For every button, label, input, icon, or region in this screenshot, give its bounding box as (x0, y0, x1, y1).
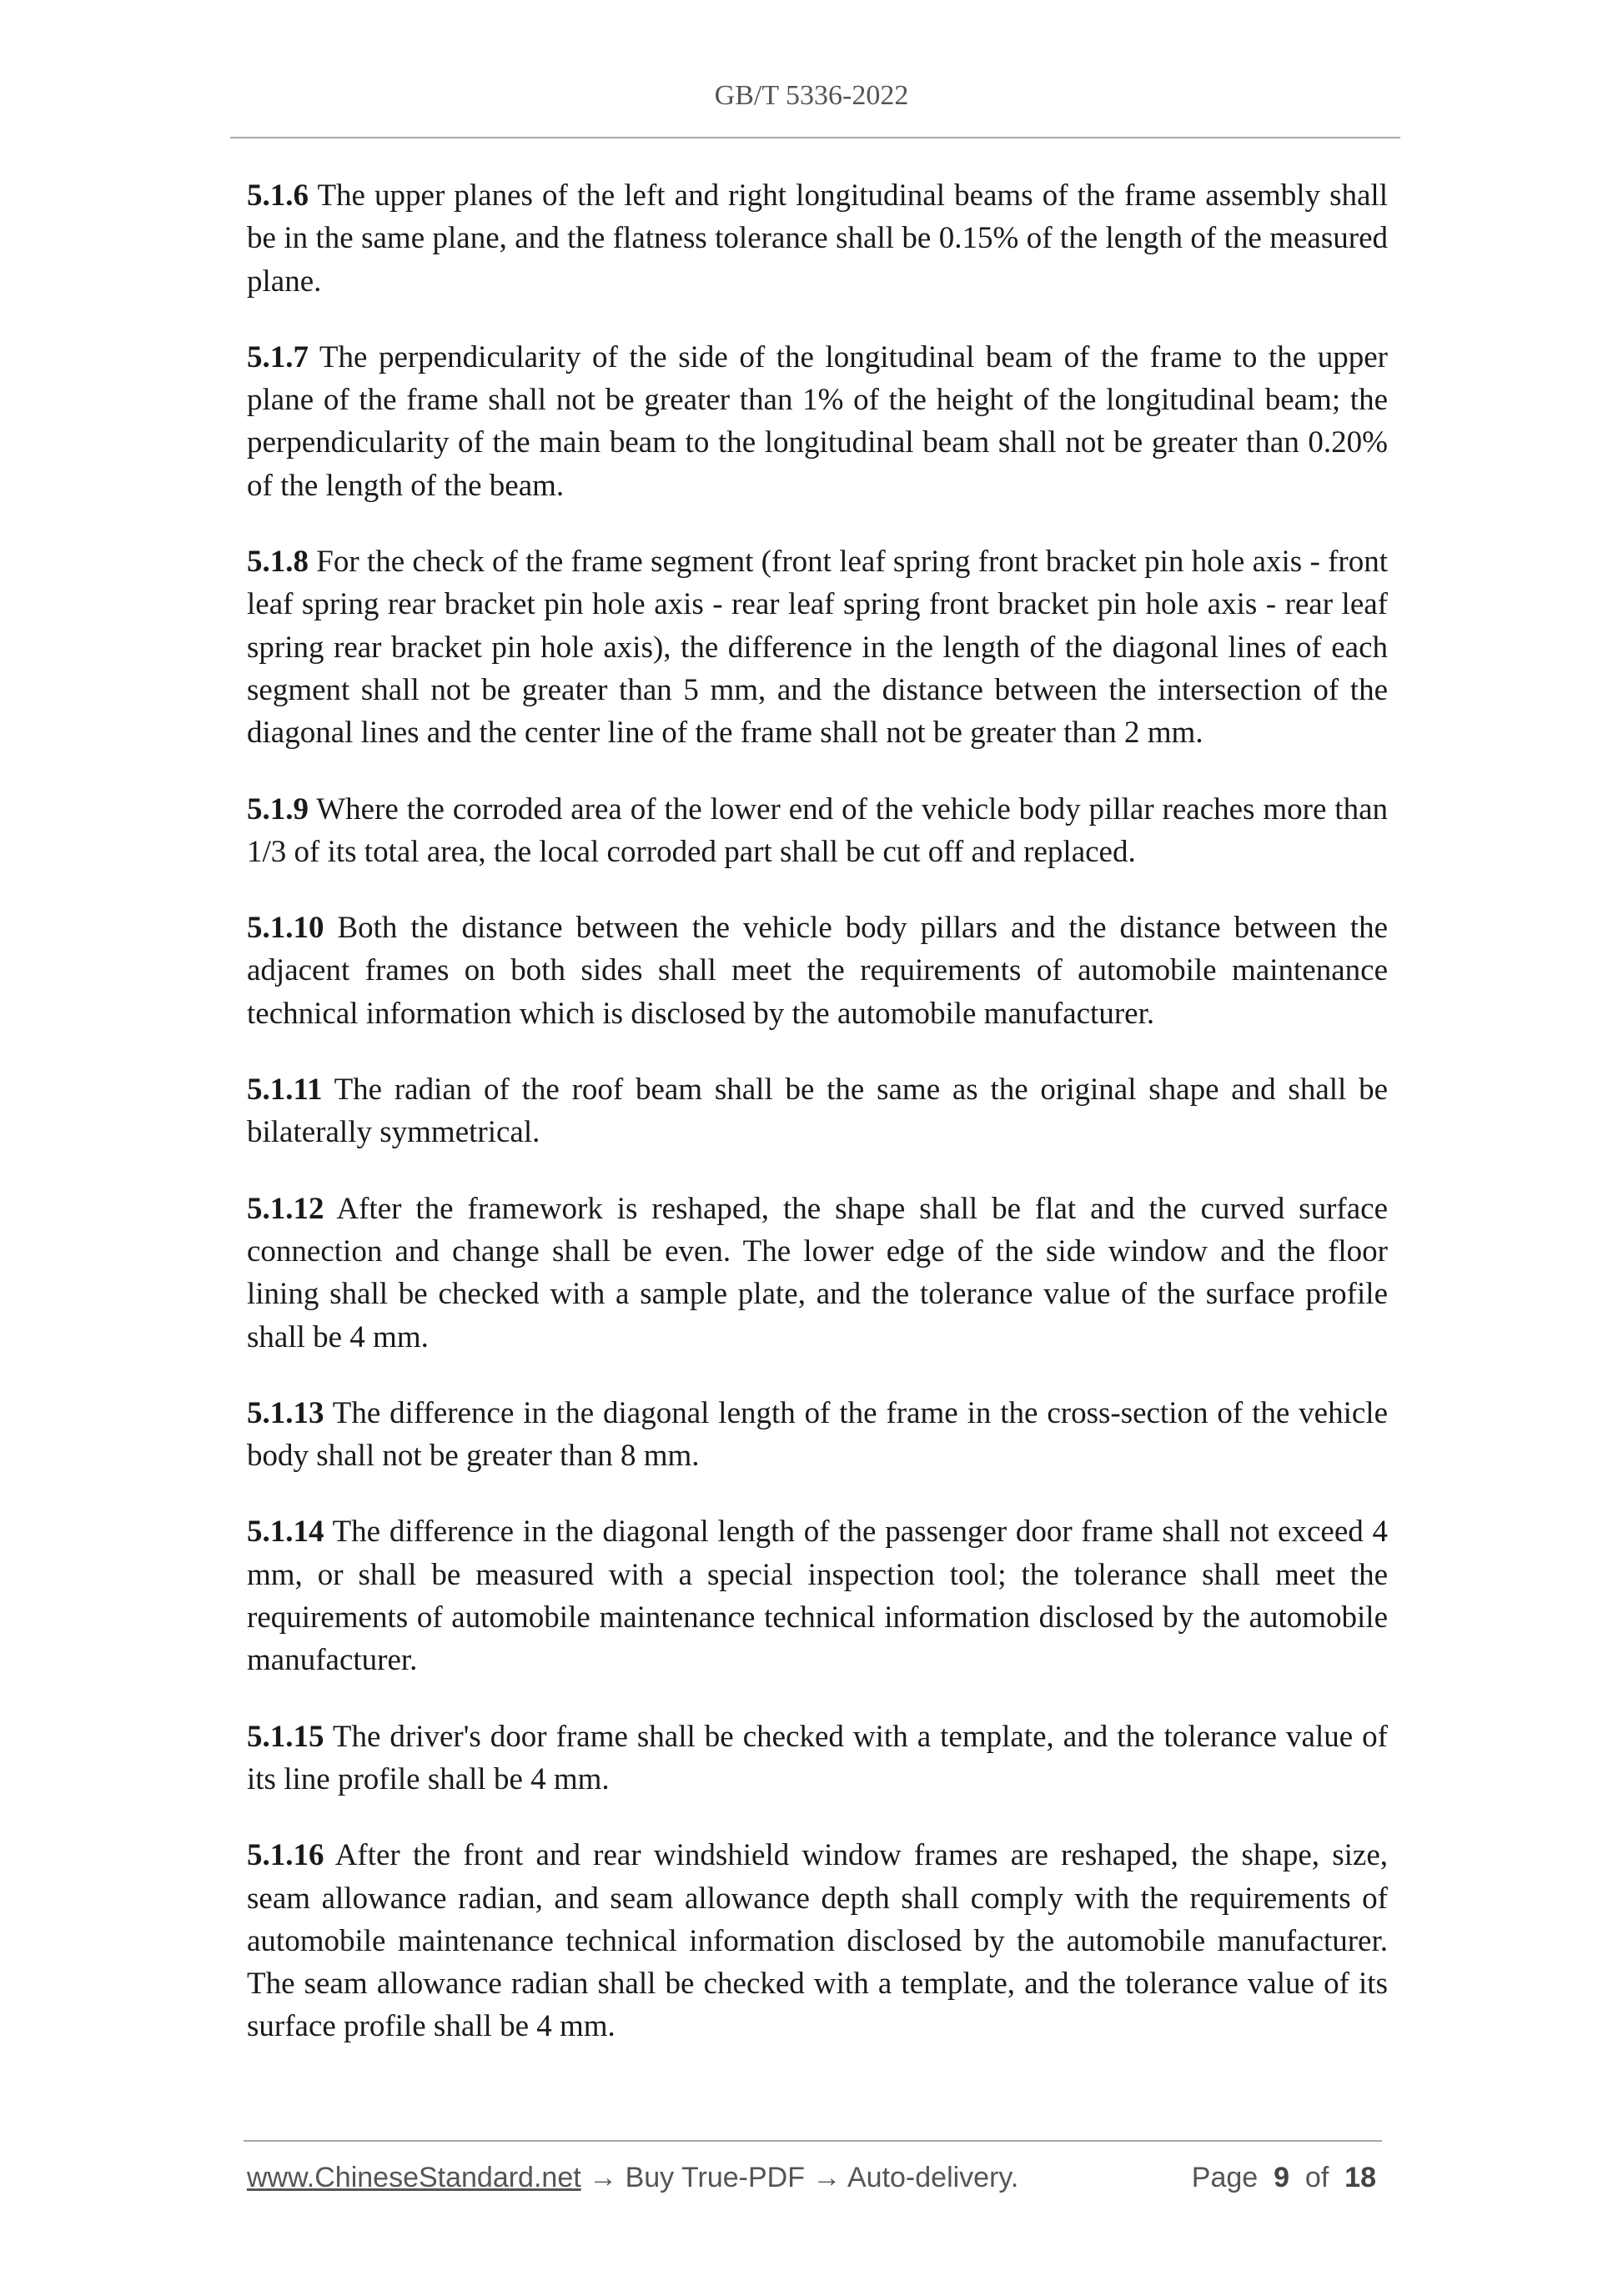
footer-promo (247, 2162, 1018, 2194)
clause-number: 5.1.14 (247, 1515, 324, 1550)
page-indicator (1192, 2162, 1376, 2194)
clause-text: The driver's door frame shall be checked with a template, and the tolerance value of its line profile shall be 4 mm. (247, 1719, 1388, 1796)
clause-5-1-10 (247, 907, 1388, 1035)
footer-divider (244, 2140, 1382, 2142)
clause-5-1-9 (247, 788, 1388, 874)
clause-text: Where the corroded area of the lower end of the vehicle body pillar reaches more than 1/3 of its total area, the local corroded part shall be cut off and replaced. (247, 791, 1388, 869)
website-link[interactable]: www.ChineseStandard.net (247, 2162, 581, 2193)
clause-text: The difference in the diagonal length of the frame in the cross-section of the vehicle body shall not be greater than 8 mm. (247, 1395, 1388, 1474)
clause-5-1-8 (247, 540, 1388, 754)
clause-number: 5.1.8 (247, 545, 309, 580)
document-header-title: GB/T 5336-2022 (714, 80, 909, 111)
clause-text: After the front and rear windshield window frames are reshaped, the shape, size, seam allowance radian, and seam allowance depth shall comply with the requirements of automobile maintenance technical information disclosed by the automobile manufacturer. The seam allowance radian shall be checked with a template, and the tolerance value of its surface profile shall be 4 mm. (247, 1838, 1388, 2044)
page-label: Page (1191, 2162, 1259, 2193)
clause-number: 5.1.10 (247, 911, 324, 946)
clause-5-1-6 (247, 174, 1388, 303)
clause-5-1-11 (247, 1068, 1388, 1154)
clause-5-1-16 (247, 1834, 1388, 2047)
clause-number: 5.1.16 (247, 1838, 324, 1873)
clause-number: 5.1.12 (247, 1191, 324, 1226)
clause-text: The difference in the diagonal length of the passenger door frame shall not exceed 4 mm, or shall be measured with a special inspection tool; the tolerance shall meet the requirements of automobile maintenance technical information disclosed by the automobile manufacturer. (247, 1515, 1388, 1678)
page-footer (247, 2162, 1376, 2194)
clause-5-1-7 (247, 336, 1388, 507)
clause-number: 5.1.11 (247, 1073, 323, 1108)
clause-text: For the check of the frame segment (front leaf spring front bracket pin hole axis - front leaf spring rear bracket pin hole axis - rear leaf spring front bracket pin hole axis - rear leaf spring rear bracket pin hole axis), the difference in the length of the diagonal lines of each segment shall not be greater than 5 mm, and the distance between the intersection of the diagonal lines and the center line of the frame shall not be greater than 2 mm. (247, 545, 1388, 751)
clause-text: Both the distance between the vehicle body pillars and the distance between the adjacent frames on both sides shall meet the requirements of automobile maintenance technical information which is disclosed by the automobile manufacturer. (247, 911, 1389, 1031)
clause-text: The upper planes of the left and right longitudinal beams of the frame assembly shall be in the same plane, and the flatness tolerance shall be 0.15% of the length of the measured plane. (247, 178, 1388, 299)
clause-number: 5.1.9 (247, 791, 309, 826)
clause-number: 5.1.13 (247, 1395, 324, 1430)
current-page: 9 (1274, 2162, 1289, 2193)
clause-number: 5.1.15 (247, 1719, 324, 1754)
clause-5-1-14 (247, 1510, 1388, 1681)
clause-5-1-13 (247, 1392, 1388, 1478)
clause-text: The radian of the roof beam shall be the same as the original shape and shall be bilaterally symmetrical. (247, 1073, 1388, 1150)
clause-text: After the framework is reshaped, the shape shall be flat and the curved surface connection and change shall be even. The lower edge of the side window and the floor lining shall be checked with a sample plate, and the tolerance value of the surface profile shall be 4 mm. (247, 1191, 1388, 1354)
clause-text: The perpendicularity of the side of the longitudinal beam of the frame to the upper plane of the frame shall not be greater than 1% of the height of the longitudinal beam; the perpendicularity of the main beam to the longitudinal beam shall not be greater than 0.20% of the length of the beam. (247, 339, 1388, 503)
total-pages: 18 (1344, 2162, 1376, 2193)
of-label: of (1304, 2162, 1329, 2193)
document-body (247, 174, 1388, 2082)
footer-tagline: → Buy True-PDF → Auto-delivery. (580, 2162, 1019, 2193)
clause-5-1-12 (247, 1188, 1388, 1359)
clause-number: 5.1.7 (247, 339, 309, 374)
clause-5-1-15 (247, 1716, 1388, 1801)
header-divider (230, 137, 1400, 138)
clause-number: 5.1.6 (247, 178, 309, 213)
